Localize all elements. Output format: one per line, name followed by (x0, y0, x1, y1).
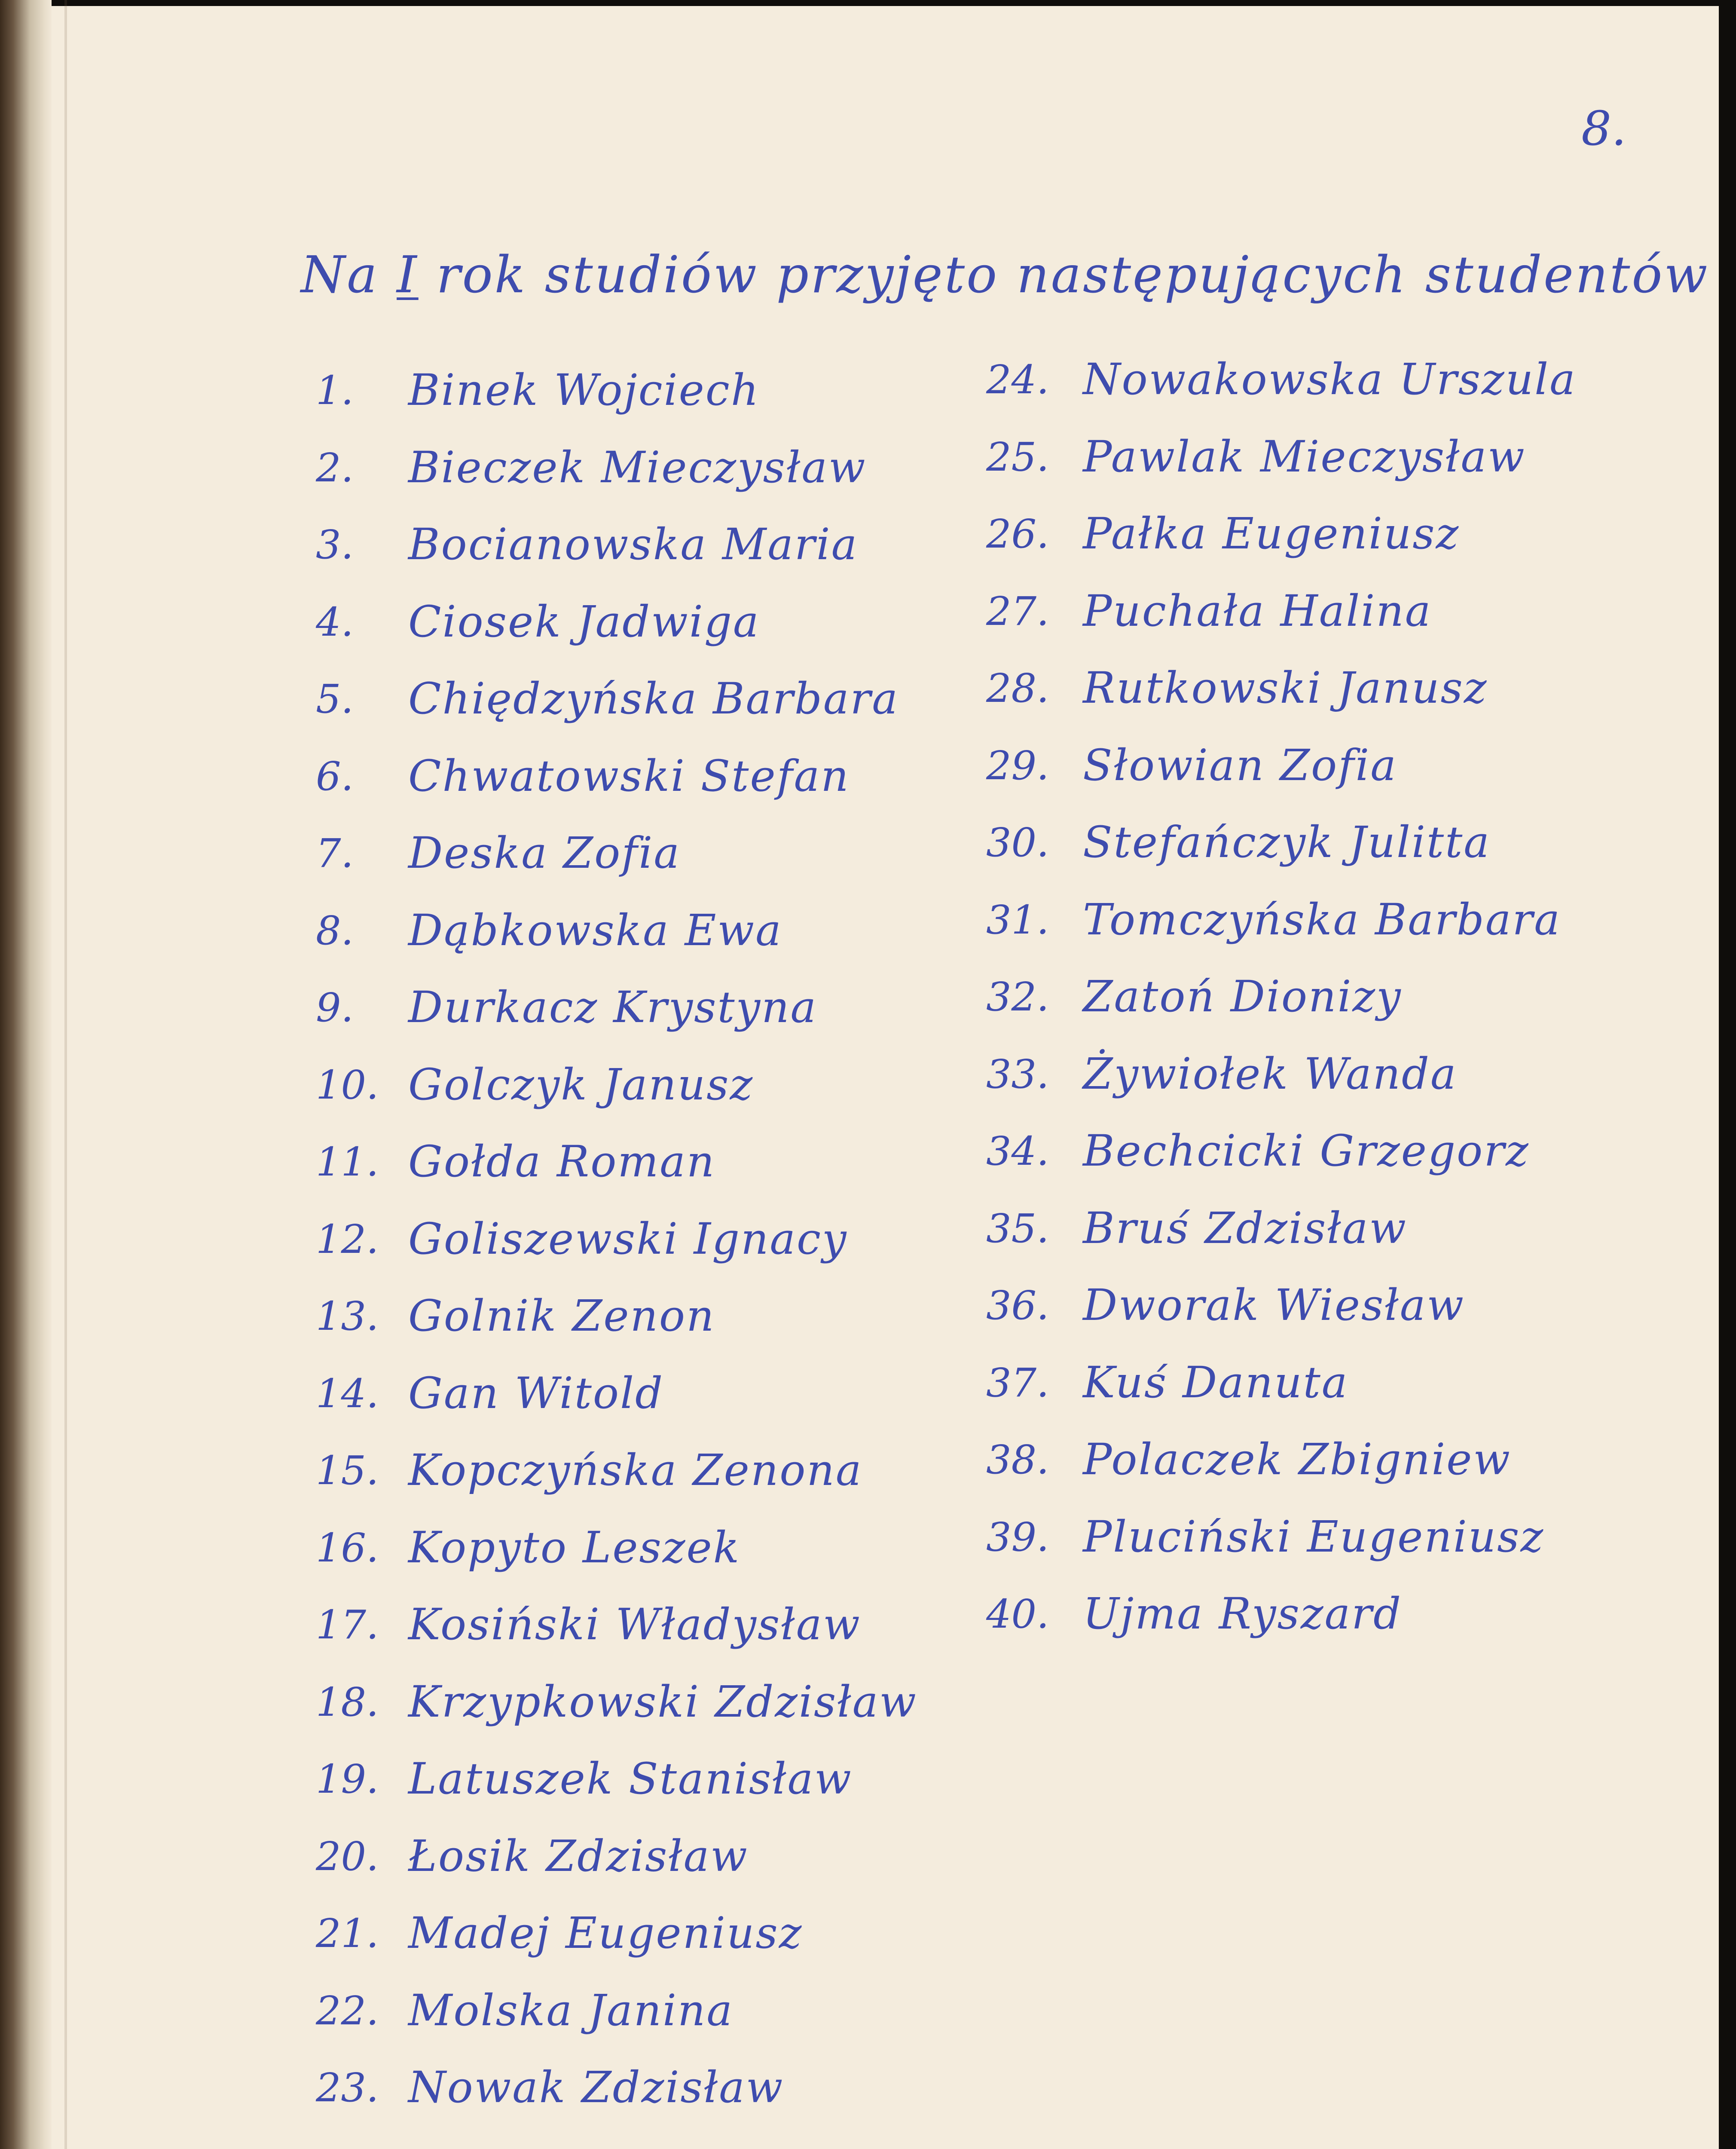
scan-border-top (0, 0, 1736, 6)
entry-number: 19. (316, 1756, 379, 1802)
book-binding (0, 0, 52, 2149)
student-name: Słowian Zofia (1083, 740, 1397, 790)
heading-prefix: Na (301, 245, 379, 304)
student-name: Stefańczyk Julitta (1083, 817, 1491, 867)
entry-number: 38. (986, 1437, 1049, 1483)
entry-number: 32. (986, 974, 1049, 1020)
entry-number: 17. (316, 1602, 379, 1648)
scan-border-right (1719, 0, 1736, 2149)
heading-year: I (397, 245, 419, 304)
page-crease (64, 0, 67, 2149)
student-name: Pałka Eugeniusz (1083, 508, 1460, 559)
student-name: Zatoń Dionizy (1083, 971, 1402, 1022)
student-name: Binek Wojciech (408, 365, 760, 415)
page-number: 8. (1581, 101, 1626, 156)
heading-suffix: rok studiów przyjęto następujących studentów (436, 245, 1709, 304)
entry-number: 1. (316, 367, 354, 413)
student-name: Golczyk Janusz (408, 1059, 754, 1110)
student-name: Nowakowska Urszula (1083, 354, 1577, 404)
student-name: Nowak Zdzisław (408, 2062, 784, 2112)
entry-number: 6. (316, 753, 354, 799)
student-name: Bieczek Mieczysław (408, 442, 867, 493)
entry-number: 4. (316, 599, 354, 645)
student-name: Goliszewski Ignacy (408, 1213, 848, 1264)
entry-number: 29. (986, 742, 1049, 789)
student-name: Molska Janina (408, 1985, 734, 2036)
entry-number: 22. (316, 1987, 379, 2034)
entry-number: 11. (316, 1139, 379, 1185)
entry-number: 15. (316, 1448, 379, 1494)
student-name: Ujma Ryszard (1083, 1589, 1402, 1639)
entry-number: 35. (986, 1205, 1049, 1252)
entry-number: 13. (316, 1293, 379, 1339)
student-name: Madej Eugeniusz (408, 1908, 803, 1958)
student-name: Żywiołek Wanda (1083, 1048, 1458, 1099)
student-name: Deska Zofia (408, 828, 681, 878)
student-name: Gan Witold (408, 1368, 664, 1418)
entry-number: 18. (316, 1679, 379, 1725)
entry-number: 33. (986, 1051, 1049, 1097)
entry-number: 31. (986, 897, 1049, 943)
student-name: Golnik Zenon (408, 1291, 715, 1341)
entry-number: 36. (986, 1283, 1049, 1329)
student-name: Chwatowski Stefan (408, 750, 850, 801)
student-name: Bocianowska Maria (408, 519, 859, 569)
student-name: Dworak Wiesław (1083, 1280, 1465, 1330)
entry-number: 24. (986, 357, 1049, 403)
entry-number: 26. (986, 511, 1049, 557)
student-name: Chiędzyńska Barbara (408, 673, 899, 724)
entry-number: 14. (316, 1370, 379, 1417)
entry-number: 3. (316, 522, 354, 568)
student-name: Gołda Roman (408, 1136, 716, 1187)
entry-number: 27. (986, 588, 1049, 634)
student-name: Kopczyńska Zenona (408, 1445, 863, 1495)
student-name: Polaczek Zbigniew (1083, 1434, 1511, 1485)
entry-number: 5. (316, 676, 354, 722)
entry-number: 20. (316, 1833, 379, 1880)
student-name: Kopyto Leszek (408, 1522, 741, 1573)
entry-number: 7. (316, 830, 354, 876)
entry-number: 34. (986, 1128, 1049, 1174)
student-name: Kosiński Władysław (408, 1599, 861, 1650)
student-name: Bruś Zdzisław (1083, 1203, 1407, 1253)
student-name: Ciosek Jadwiga (408, 596, 760, 647)
student-name: Puchała Halina (1083, 585, 1432, 636)
entry-number: 10. (316, 1062, 379, 1108)
student-name: Kuś Danuta (1083, 1357, 1349, 1408)
entry-number: 25. (986, 434, 1049, 480)
entry-number: 30. (986, 820, 1049, 866)
student-name: Dąbkowska Ewa (408, 905, 782, 955)
entry-number: 21. (316, 1910, 379, 1956)
entry-number: 28. (986, 665, 1049, 711)
entry-number: 23. (316, 2065, 379, 2111)
entry-number: 40. (986, 1591, 1049, 1637)
student-name: Rutkowski Janusz (1083, 663, 1488, 713)
entry-number: 39. (986, 1514, 1049, 1560)
student-name: Krzypkowski Zdzisław (408, 1676, 917, 1727)
student-name: Durkacz Krystyna (408, 982, 818, 1032)
student-name: Pluciński Eugeniusz (1083, 1511, 1545, 1562)
entry-number: 9. (316, 985, 354, 1031)
student-name: Latuszek Stanisław (408, 1754, 853, 1804)
student-name: Tomczyńska Barbara (1083, 894, 1561, 945)
entry-number: 37. (986, 1359, 1049, 1406)
page-heading (301, 245, 1709, 304)
student-name: Pawlak Mieczysław (1083, 431, 1526, 482)
entry-number: 16. (316, 1525, 379, 1571)
entry-number: 8. (316, 907, 354, 954)
student-name: Łosik Zdzisław (408, 1831, 749, 1881)
entry-number: 12. (316, 1216, 379, 1262)
student-name: Bechcicki Grzegorz (1083, 1126, 1530, 1176)
entry-number: 2. (316, 444, 354, 491)
